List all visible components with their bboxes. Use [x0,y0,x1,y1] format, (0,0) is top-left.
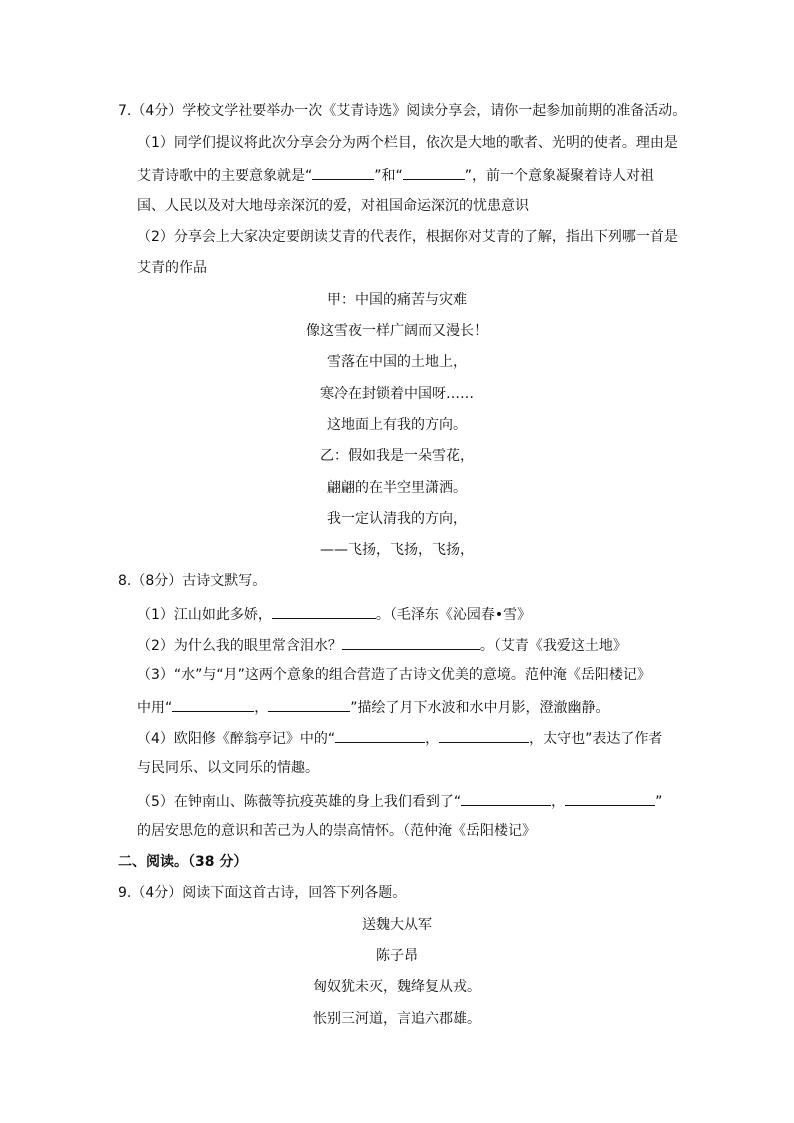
q8-item3-line1: （3）“水”与“月”这两个意象的组合营造了古诗文优美的意境。范仲淹《岳阳楼记》 [137,667,651,683]
q8-item1-text-a: （1）江山如此多娇， [137,607,272,623]
poem-title: 送魏大从军 [362,917,432,933]
poem-line: 像这雪夜一样广阔而又漫长！ [306,323,488,339]
q8-stem: 8.（8分）古诗文默写。 [118,573,267,589]
q7-part1-line1: （1）同学们提议将此次分享会分为两个栏目，依次是大地的歌者、光明的使者。理由是 [137,135,678,151]
q8-item3-line2 [137,697,610,717]
q8-item5-blank-1[interactable] [461,791,551,806]
q7-part1-text-c: ”，前一个意象凝聚着诗人对祖 [464,168,655,184]
poem-line: 我一定认清我的方向， [327,511,467,527]
q8-item2-text-b: 。（艾青《我爱这土地》 [479,638,627,654]
poem-line: 这地面上有我的方向。 [327,417,467,433]
q8-item4-blank-1[interactable] [335,728,425,743]
q7-part1-text-b: ”和“ [374,168,403,184]
poem-line: 雪落在中国的土地上， [327,354,467,370]
q8-item3-blank-1[interactable] [172,697,254,712]
q8-item-1 [137,604,531,624]
q8-item5-text-a: （5）在钟南山、陈薇等抗疫英雄的身上我们看到了“ [137,794,462,810]
poem-line: 甲：中国的痛苦与灾难 [327,292,467,308]
q8-item5-line1 [137,791,662,811]
q8-item4-blank-2[interactable] [439,728,529,743]
poem-line: 翩翩的在半空里潇洒。 [327,480,467,496]
q7-part1-text-a: 艾青诗歌中的主要意象就是“ [137,168,313,184]
q7-answer-blank-2[interactable] [403,165,465,180]
q7-stem: 7.（4分）学校文学社要举办一次《艾青诗选》阅读分享会，请你一起参加前期的准备活动。 [118,103,687,119]
q8-item3-text-a: 中用“ [137,700,173,716]
q8-item4-line1 [137,728,662,748]
poem-line: 乙：假如我是一朵雪花， [320,448,474,464]
q8-item1-text-b: 。（毛泽东《沁园春•雪》 [375,607,532,623]
poem-author: 陈子昂 [376,948,418,964]
q8-item5-text-b: ， [551,794,566,810]
q7-part1-line2 [137,165,654,185]
q8-item5-text-c: ” [655,794,663,810]
q8-item3-text-b: ， [254,700,269,716]
q8-item4-text-b: ， [425,731,440,747]
q8-item5-line2: 的居安思危的意识和苦己为人的崇高情怀。（范仲淹《岳阳楼记》 [137,823,536,839]
q8-item4-line2: 与民同乐、以文同乐的情趣。 [137,760,319,776]
q7-part2-line1: （2）分享会上大家决定要朗读艾青的代表作，根据你对艾青的了解，指出下列哪一首是 [137,229,678,245]
poem-line: 怅别三河道，言追六郡雄。 [313,1011,481,1027]
q8-item2-blank[interactable] [342,635,480,650]
q7-part1-line3: 国、人民以及对大地母亲深沉的爱，对祖国命运深沉的忧患意识 [137,198,529,214]
poem-line: ——飞扬，飞扬，飞扬， [320,542,474,558]
q8-item3-blank-2[interactable] [268,697,350,712]
q8-item4-text-c: ，太守也”表达了作者 [529,731,663,747]
q7-part2-line2: 艾青的作品 [137,260,207,276]
poem-line: 匈奴犹未灭，魏绛复从戎。 [313,979,481,995]
poem-line: 寒冷在封锁着中国呀…… [320,386,474,402]
section-heading: 二、阅读。（38 分） [118,854,248,870]
q9-stem: 9.（4分）阅读下面这首古诗，回答下列各题。 [118,885,407,901]
q8-item-2 [137,635,627,655]
q8-item4-text-a: （4）欧阳修《醉翁亭记》中的“ [137,731,336,747]
q8-item2-text-a: （2）为什么我的眼里常含泪水？ [137,638,342,654]
q8-item1-blank[interactable] [272,604,376,619]
q7-answer-blank-1[interactable] [312,165,374,180]
q8-item3-text-c: ”描绘了月下水波和水中月影，澄澈幽静。 [350,700,610,716]
q8-item5-blank-2[interactable] [565,791,655,806]
